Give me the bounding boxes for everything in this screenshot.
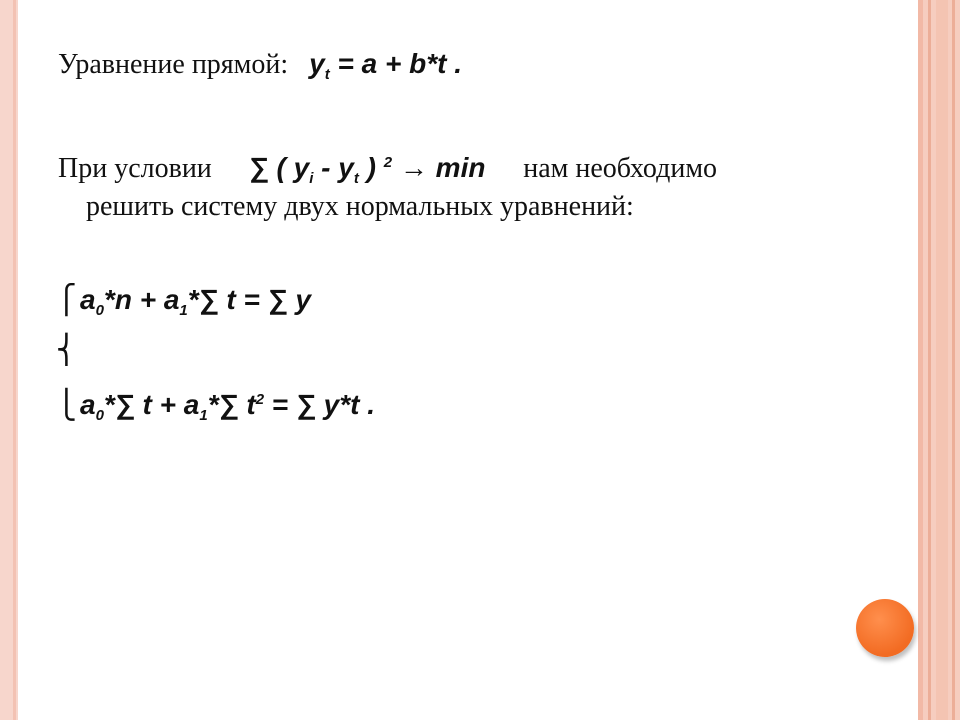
formula-open: ( y xyxy=(268,152,310,183)
eq1-part2: *∑ t = ∑ y xyxy=(187,284,311,315)
line-equation-of-line xyxy=(58,44,462,95)
brace-bottom: ⎩ xyxy=(56,388,77,421)
system-brace-middle xyxy=(56,330,80,370)
line-formula xyxy=(309,48,463,83)
equation-label: Уравнение прямой: xyxy=(58,49,289,80)
sub-i: i xyxy=(309,170,314,187)
formula-rest: = a + b*t . xyxy=(329,48,463,79)
system-equation-1 xyxy=(56,280,311,331)
right-border-decoration xyxy=(918,0,960,720)
condition-suffix: нам необходимо xyxy=(523,153,718,184)
eq2-sub-1: 1 xyxy=(199,407,208,424)
left-border-decoration xyxy=(0,0,18,720)
stripe xyxy=(918,0,923,720)
sub-t: t xyxy=(353,170,359,187)
system-equation-2 xyxy=(56,380,375,436)
brace-middle: ⎨ xyxy=(56,333,77,366)
condition-prefix: При условии xyxy=(58,153,212,184)
stripe xyxy=(952,0,955,720)
condition-formula xyxy=(248,152,493,187)
stripe xyxy=(928,0,931,720)
condition-continuation: решить систему двух нормальных уравнений: xyxy=(86,191,634,222)
formula-y: y xyxy=(309,48,325,79)
sum-symbol: ∑ xyxy=(248,152,269,183)
eq1-part1: *n + a xyxy=(103,284,180,315)
formula-sub-t: t xyxy=(324,66,330,83)
eq1-sub-0: 0 xyxy=(95,302,104,319)
eq2-part3: = ∑ y*t . xyxy=(264,389,376,420)
eq2-a: a xyxy=(80,389,96,420)
formula-minus: - y xyxy=(313,152,354,183)
power-2: 2 xyxy=(383,154,393,171)
eq1-a: a xyxy=(80,284,96,315)
orange-circle-decoration xyxy=(856,599,914,657)
brace-top: ⎧ xyxy=(56,283,77,316)
stripe xyxy=(936,0,948,720)
eq2-power-2: 2 xyxy=(255,391,265,408)
eq2-part1: *∑ t + a xyxy=(103,389,200,420)
eq2-sub-0: 0 xyxy=(95,407,104,424)
arrow-min: → min xyxy=(392,152,486,183)
eq1-sub-1: 1 xyxy=(179,302,188,319)
eq2-part2: *∑ t xyxy=(207,389,256,420)
formula-close: ) xyxy=(358,152,384,183)
